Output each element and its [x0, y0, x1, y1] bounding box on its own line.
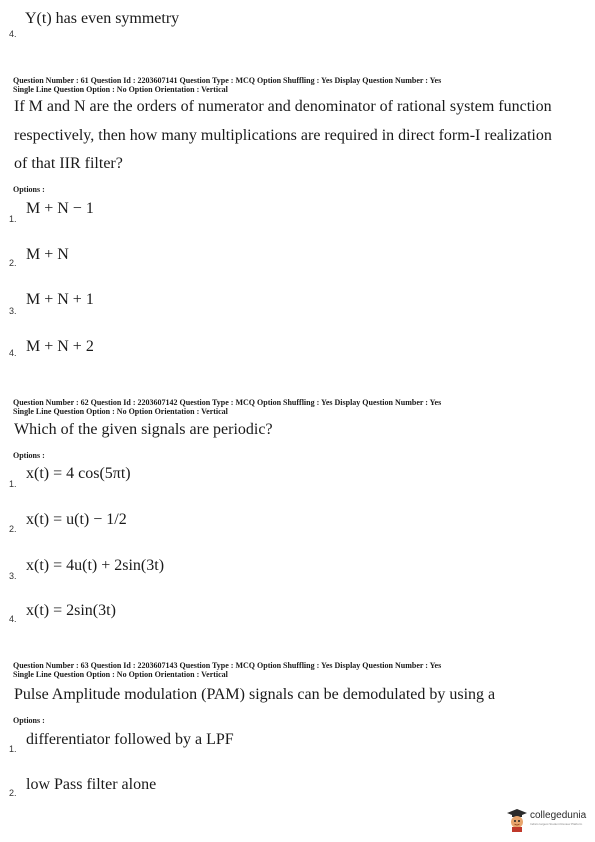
- question-stem-line: If M and N are the orders of numerator and denominator of rational system function: [14, 98, 552, 115]
- metadata-line: Question Number : 63 Question Id : 2203607143 Question Type : MCQ Option Shuffling : Yes Display Question Number : Yes: [13, 661, 442, 670]
- option-text: x(t) = u(t) − 1/2: [26, 511, 127, 528]
- option-number: 2.: [9, 788, 17, 798]
- option-text: M + N: [26, 246, 69, 263]
- brand-tagline: India's largest Student Review Platform: [530, 822, 583, 826]
- option-number: 1.: [9, 744, 17, 754]
- option-number: 2.: [9, 258, 17, 268]
- options-label: Options :: [13, 185, 45, 194]
- option-text: M + N + 2: [26, 338, 94, 355]
- option-number: 3.: [9, 306, 17, 316]
- option-number: 2.: [9, 524, 17, 534]
- question-stem-line: Which of the given signals are periodic?: [14, 421, 273, 438]
- option-number: 4.: [9, 29, 17, 39]
- question-metadata: [13, 76, 441, 94]
- option-text: x(t) = 4u(t) + 2sin(3t): [26, 557, 165, 574]
- metadata-line: Question Number : 61 Question Id : 2203607141 Question Type : MCQ Option Shuffling : Yes Display Question Number : Yes: [13, 76, 442, 85]
- option-number: 3.: [9, 571, 17, 581]
- option-number: 1.: [9, 479, 17, 489]
- metadata-line: Single Line Question Option : No Option Orientation : Vertical: [13, 670, 228, 679]
- option-text: M + N + 1: [26, 291, 94, 308]
- option-text: M + N − 1: [26, 200, 94, 217]
- question-stem-line: Pulse Amplitude modulation (PAM) signals can be demodulated by using a: [14, 686, 496, 703]
- options-label: Options :: [13, 716, 45, 725]
- option-number: 4.: [9, 614, 17, 624]
- question-metadata: [13, 398, 441, 416]
- option-text: x(t) = 4 cos(5πt): [26, 465, 131, 482]
- question-stem-line: of that IIR filter?: [14, 155, 123, 172]
- option-number: 4.: [9, 348, 17, 358]
- option-text: Y(t) has even symmetry: [25, 10, 180, 27]
- brand-name: collegedunia: [530, 810, 587, 821]
- option-text: x(t) = 2sin(3t): [26, 602, 116, 619]
- option-text: differentiator followed by a LPF: [26, 731, 234, 748]
- metadata-line: Single Line Question Option : No Option Orientation : Vertical: [13, 407, 228, 416]
- option-text: low Pass filter alone: [26, 776, 157, 793]
- metadata-line: Question Number : 62 Question Id : 2203607142 Question Type : MCQ Option Shuffling : Yes Display Question Number : Yes: [13, 398, 442, 407]
- collegedunia-watermark: [506, 808, 592, 832]
- metadata-line: Single Line Question Option : No Option Orientation : Vertical: [13, 85, 228, 94]
- option-number: 1.: [9, 214, 17, 224]
- question-metadata: [13, 661, 441, 679]
- graduate-mascot-icon: [506, 808, 528, 832]
- question-stem-line: respectively, then how many multiplications are required in direct form-I realization: [14, 127, 552, 144]
- options-label: Options :: [13, 451, 45, 460]
